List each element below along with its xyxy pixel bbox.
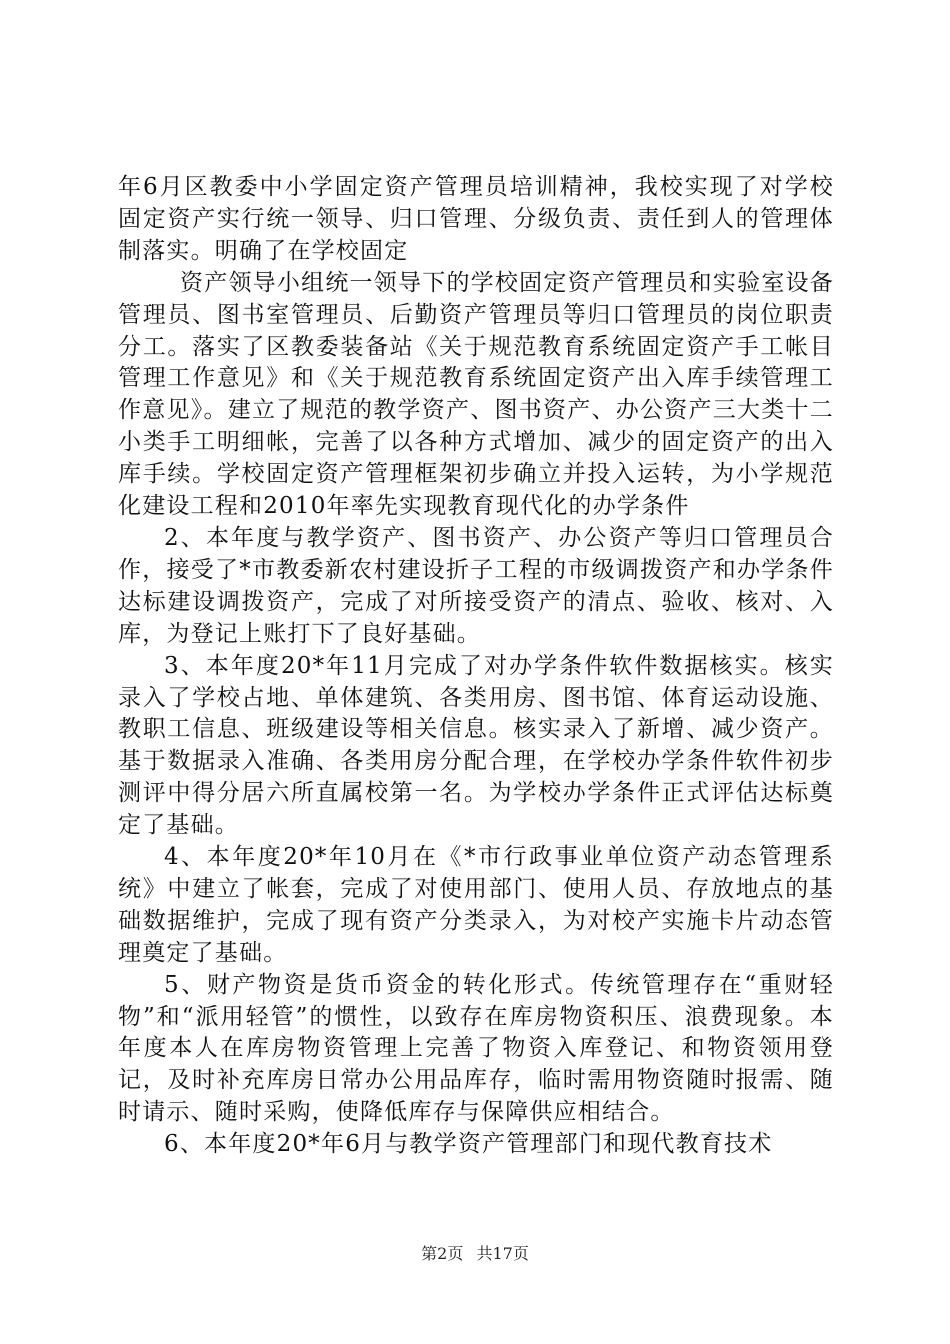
page-footer: [0, 1241, 950, 1264]
paragraph-item-4: 4、本年度20*年10月在《*市行政事业单位资产动态管理系统》中建立了帐套，完成了对使用部门、使用人员、存放地点的基础数据维护，完成了现有资产分类录入，为对校产实施卡片动态管理奠定了基础。: [118, 844, 834, 966]
paragraph-item-6: 6、本年度20*年6月与教学资产管理部门和现代教育技术: [164, 1131, 773, 1158]
document-body: [118, 172, 834, 1161]
paragraph-continued: 年6月区教委中小学固定资产管理员培训精神，我校实现了对学校固定资产实行统一领导、归口管理、分级负责、责任到人的管理体制落实。明确了在学校固定: [118, 174, 834, 264]
page-number: 第2页: [421, 1244, 464, 1263]
page-total: 共17页: [476, 1244, 529, 1263]
paragraph-item-2: 2、本年度与教学资产、图书资产、办公资产等归口管理员合作，接受了*市教委新农村建设折子工程的市级调拨资产和办学条件达标建设调拨资产，完成了对所接受资产的清点、验收、核对、入库，为登记上账打下了良好基础。: [118, 524, 834, 647]
paragraph-asset-leadership: 资产领导小组统一领导下的学校固定资产管理员和实验室设备管理员、图书室管理员、后勤资产管理员等归口管理员的岗位职责分工。落实了区教委装备站《关于规范教育系统固定资产手工帐目管理工作意见》和《关于规范教育系统固定资产出入库手续管理工作意见》。建立了规范的教学资产、图书资产、办公资产三大类十二小类手工明细帐，完善了以各种方式增加、减少的固定资产的出入库手续。学校固定资产管理框架初步确立并投入运转，为小学规范化建设工程和2010年率先实现教育现代化的办学条件: [118, 269, 834, 520]
paragraph-item-5: 5、财产物资是货币资金的转化形式。传统管理存在“重财轻物”和“派用轻管”的惯性，以致存在库房物资积压、浪费现象。本年度本人在库房物资管理上完善了物资入库登记、和物资领用登记，及时补充库房日常办公用品库存，临时需用物资随时报需、随时请示、随时采购，使降低库存与保障供应相结合。: [118, 971, 834, 1126]
paragraph-item-3: 3、本年度20*年11月完成了对办学条件软件数据核实。核实录入了学校占地、单体建筑、各类用房、图书馆、体育运动设施、教职工信息、班级建设等相关信息。核实录入了新增、减少资产。基于数据录入准确、各类用房分配合理，在学校办学条件软件初步测评中得分居六所直属校第一名。为学校办学条件正式评估达标奠定了基础。: [118, 652, 834, 839]
